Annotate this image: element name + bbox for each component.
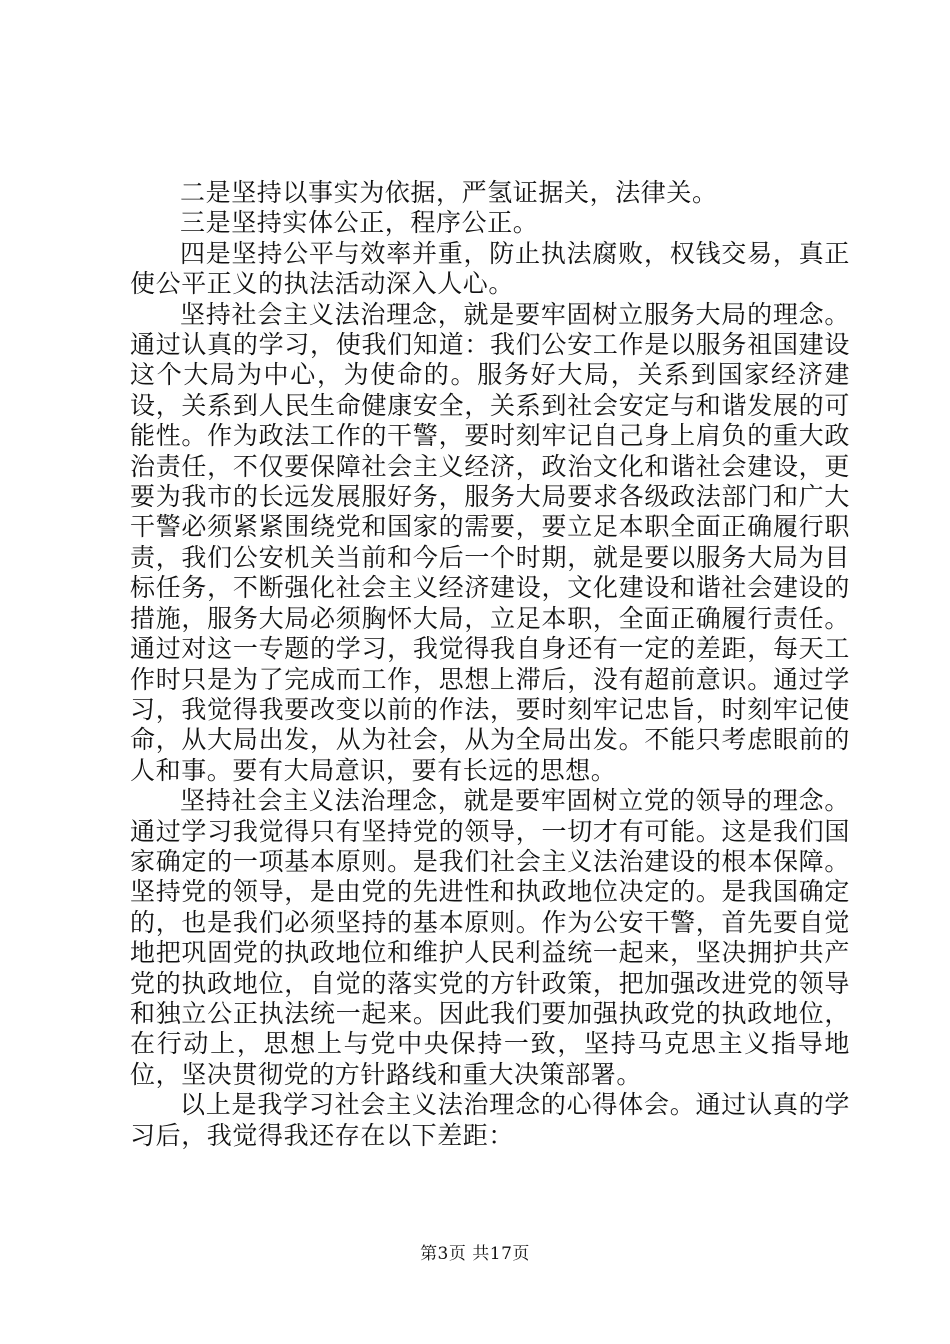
document-body	[130, 178, 850, 1151]
paragraph-item: 以上是我学习社会主义法治理念的心得体会。通过认真的学习后，我觉得我还存在以下差距：	[130, 1090, 850, 1150]
paragraph-item: 坚持社会主义法治理念，就是要牢固树立党的领导的理念。通过学习我觉得只有坚持党的领导，一切才有可能。这是我们国家确定的一项基本原则。是我们社会主义法治建设的根本保障。坚持党的领导，是由党的先进性和执政地位决定的。是我国确定的，也是我们必须坚持的基本原则。作为公安干警，首先要自觉地把巩固党的执政地位和维护人民利益统一起来，坚决拥护共产党的执政地位，自觉的落实党的方针政策，把加强改进党的领导和独立公正执法统一起来。因此我们要加强执政党的执政地位，在行动上，思想上与党中央保持一致，坚持马克思主义指导地位，坚决贯彻党的方针路线和重大决策部署。	[130, 786, 850, 1089]
paragraph-item: 坚持社会主义法治理念，就是要牢固树立服务大局的理念。通过认真的学习，使我们知道：我们公安工作是以服务祖国建设这个大局为中心，为使命的。服务好大局，关系到国家经济建设，关系到人民生命健康安全，关系到社会安定与和谐发展的可能性。作为政法工作的干警，要时刻牢记自己身上肩负的重大政治责任，不仅要保障社会主义经济，政治文化和谐社会建设，更要为我市的长远发展服好务，服务大局要求各级政法部门和广大干警必须紧紧围绕党和国家的需要，要立足本职全面正确履行职责，我们公安机关当前和今后一个时期，就是要以服务大局为目标任务，不断强化社会主义经济建设，文化建设和谐社会建设的措施，服务大局必须胸怀大局，立足本职，全面正确履行责任。通过对这一专题的学习，我觉得我自身还有一定的差距，每天工作时只是为了完成而工作，思想上滞后，没有超前意识。通过学习，我觉得我要改变以前的作法，要时刻牢记忠旨，时刻牢记使命，从大局出发，从为社会，从为全局出发。不能只考虑眼前的人和事。要有大局意识，要有长远的思想。	[130, 299, 850, 785]
page-number-footer: 第3页 共17页	[420, 1244, 530, 1264]
paragraph-item: 四是坚持公平与效率并重，防止执法腐败，权钱交易，真正使公平正义的执法活动深入人心。	[130, 238, 850, 299]
paragraph-item: 二是坚持以事实为依据，严氢证据关，法律关。	[180, 178, 718, 207]
paragraph-item: 三是坚持实体公正，程序公正。	[180, 208, 539, 238]
